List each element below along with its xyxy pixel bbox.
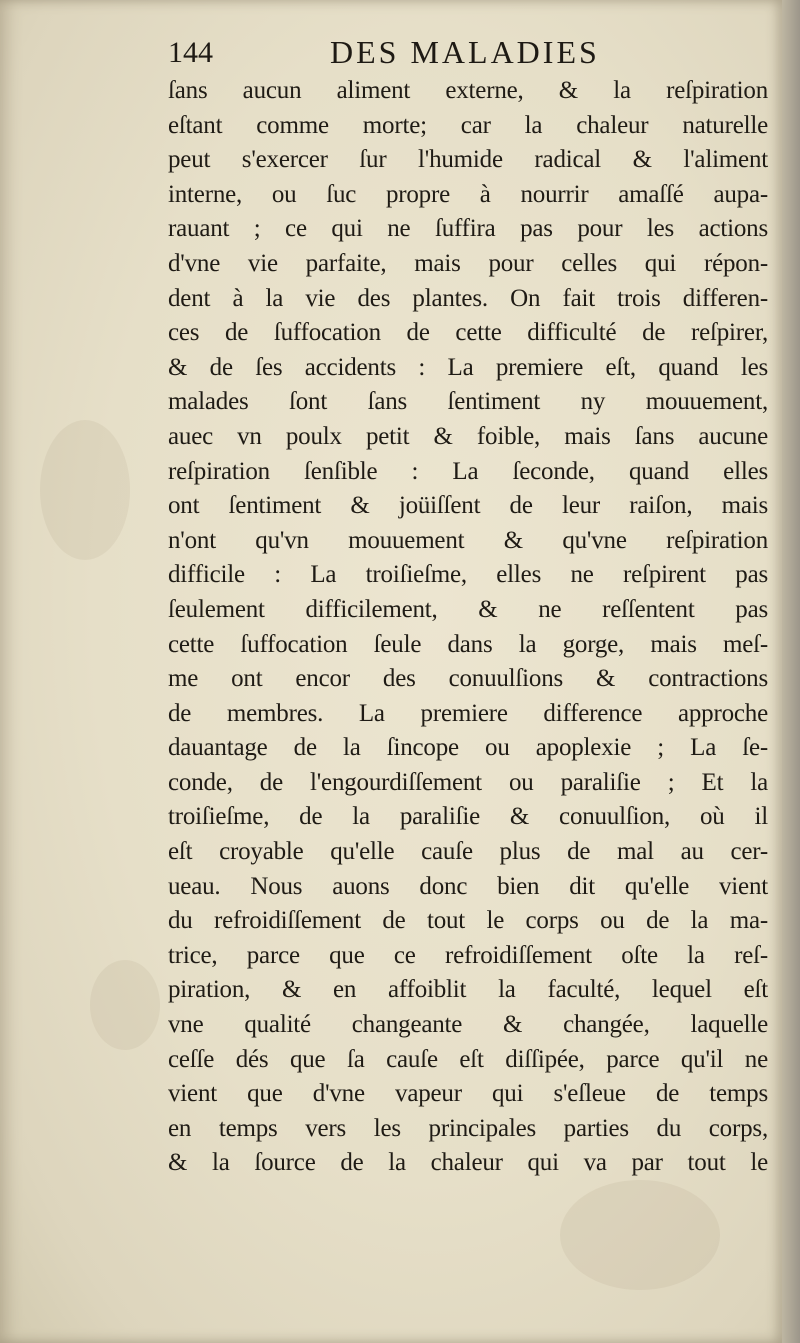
text-line: & la ſource de la chaleur qui va par tout le <box>168 1149 768 1177</box>
text-line: dauantage de la ſincope ou apoplexie ; La ſe- <box>168 734 768 762</box>
text-line: vient que d'vne vapeur qui s'eſleue de temps <box>168 1080 768 1108</box>
text-line: ſans aucun aliment externe, & la reſpiration <box>168 77 768 104</box>
text-line: ont ſentiment & joüiſſent de leur raiſon, mais <box>168 492 768 520</box>
text-line: du refroidiſſement de tout le corps ou de la ma- <box>168 907 768 935</box>
text-line: piration, & en affoiblit la faculté, lequel eſt <box>168 976 768 1004</box>
text-line: eſtant comme morte; car la chaleur naturelle <box>168 111 768 139</box>
body-text <box>168 74 768 1181</box>
page-header <box>168 32 768 76</box>
text-line: ces de ſuffocation de cette difficulté de reſpirer, <box>168 319 768 347</box>
text-line: interne, ou ſuc propre à nourrir amaſſé aupa- <box>168 180 768 208</box>
text-line: me ont encor des conuulſions & contractions <box>168 665 768 693</box>
text-line: en temps vers les principales parties du corps, <box>168 1114 768 1142</box>
text-line: n'ont qu'vn mouuement & qu'vne reſpiration <box>168 526 768 554</box>
text-line: ueau. Nous auons donc bien dit qu'elle vient <box>168 872 768 900</box>
text-line: trice, parce que ce refroidiſſement oſte la reſ- <box>168 941 768 969</box>
text-line: malades ſont ſans ſentiment ny mouuement, <box>168 388 768 416</box>
paper-stain <box>560 1180 720 1290</box>
text-line: reſpiration ſenſible : La ſeconde, quand elles <box>168 457 768 485</box>
text-line: ſeulement difficilement, & ne reſſentent pas <box>168 595 768 623</box>
text-line: & de ſes accidents : La premiere eſt, quand les <box>168 353 768 381</box>
text-line: dent à la vie des plantes. On fait trois differen- <box>168 284 768 312</box>
text-line: conde, de l'engourdiſſement ou paraliſie ; Et la <box>168 768 768 796</box>
text-line: eſt croyable qu'elle cauſe plus de mal au cer- <box>168 838 768 866</box>
text-line: difficile : La troiſieſme, elles ne reſpirent pas <box>168 561 768 589</box>
text-line: vne qualité changeante & changée, laquelle <box>168 1011 768 1039</box>
text-line: cette ſuffocation ſeule dans la gorge, mais meſ- <box>168 630 768 658</box>
text-line: troiſieſme, de la paraliſie & conuulſion, où il <box>168 803 768 831</box>
text-line: de membres. La premiere difference approche <box>168 699 768 727</box>
paper-stain <box>40 420 130 560</box>
text-line: rauant ; ce qui ne ſuffira pas pour les actions <box>168 215 768 243</box>
text-line: peut s'exercer ſur l'humide radical & l'aliment <box>168 146 768 174</box>
text-line: d'vne vie parfaite, mais pour celles qui répon- <box>168 249 768 277</box>
page-number: 144 <box>168 36 213 69</box>
text-line: auec vn poulx petit & foible, mais ſans aucune <box>168 422 768 450</box>
text-line: ceſſe dés que ſa cauſe eſt diſſipée, parce qu'il ne <box>168 1045 768 1073</box>
paper-stain <box>90 960 160 1050</box>
running-head: DES MALADIES <box>330 34 600 70</box>
